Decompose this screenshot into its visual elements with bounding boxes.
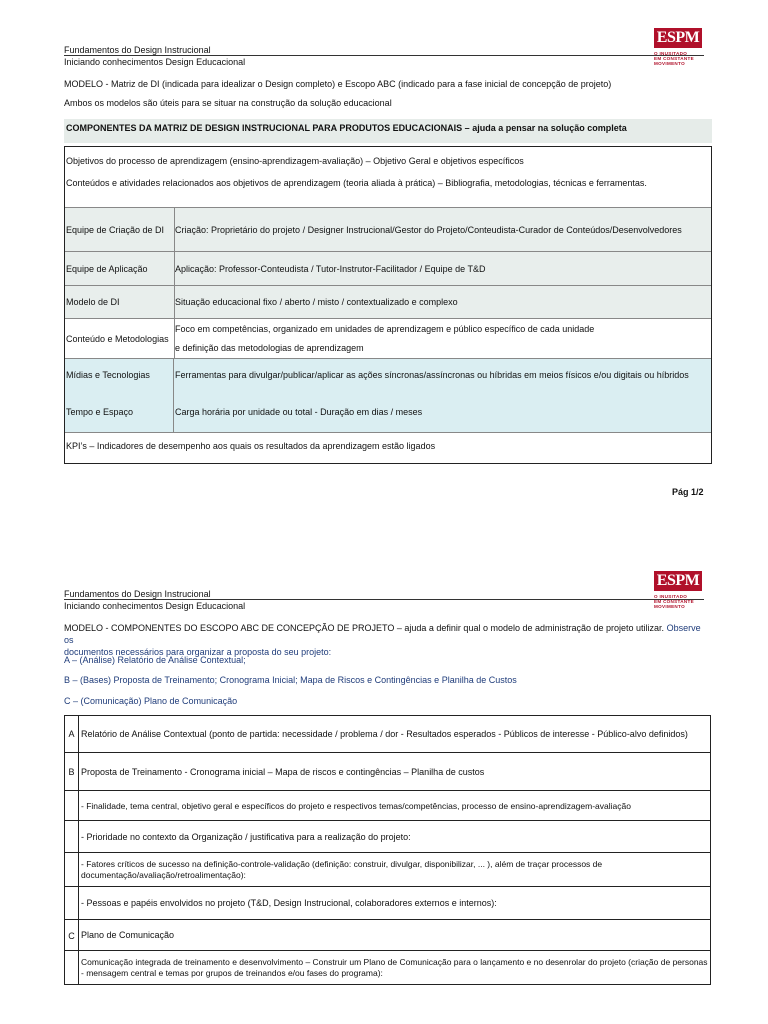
intro-black: MODELO - COMPONENTES DO ESCOPO ABC DE CONCEPÇÃO DE PROJETO – ajuda a definir qual o modelo de administração de projeto utilizar. <box>64 623 665 633</box>
intro-blue-2: documentos necessários para organizar a proposta do seu projeto: <box>64 647 332 657</box>
table-row <box>65 207 711 251</box>
abc-scope-table <box>64 715 711 985</box>
row-key: B <box>65 753 79 791</box>
logo-tagline-2: EM CONSTANTE <box>654 599 695 605</box>
row-text: - Pessoas e papéis envolvidos no projeto (T&D, Design Instrucional, colaboradores externos e internos): <box>81 898 497 908</box>
row-text: Relatório de Análise Contextual (ponto de partida: necessidade / problema / dor - Resultados esperados - Públicos de interesse - Público-alvo definidos) <box>81 728 688 739</box>
row-text: Plano de Comunicação <box>81 930 175 940</box>
logo-text: ESPM <box>654 28 702 48</box>
intro-blue-1: Observe os <box>64 623 701 645</box>
row-value: Carga horária por unidade ou total - Duração em dias / meses <box>175 407 423 417</box>
logo-tagline-3: MOVIMENTO <box>654 604 685 610</box>
row-label: Tempo e Espaço <box>66 407 134 417</box>
table-row <box>65 251 711 285</box>
table-row <box>65 852 710 887</box>
row-label: Equipe de Aplicação <box>65 252 175 285</box>
row-label: Equipe de Criação de DI <box>65 208 175 251</box>
page-number: Pág 1/2 <box>672 487 704 497</box>
logo-tagline-2: EM CONSTANTE <box>654 56 695 62</box>
row-value: Criação: Proprietário do projeto / Designer Instrucional/Gestor do Projeto/Conteudista-Curador de Conteúdos/Desenvolvedores <box>175 224 682 235</box>
row-text: Comunicação integrada de treinamento e desenvolvimento – Construir um Plano de Comunicação para o lançamento e no desenrolar do projeto (criação de personas - mensagem central e temas por grupos de treinandos e/ou fases do programa): <box>81 957 708 978</box>
row-label: Mídias e Tecnologias <box>66 370 150 380</box>
table-row <box>65 318 711 358</box>
row-value: Foco em competências, organizado em unidades de aprendizagem e público específico de cada unidade <box>175 323 595 334</box>
kpi-text: KPI’s – Indicadores de desempenho aos quais os resultados da aprendizagem estão ligados <box>66 441 436 451</box>
page2-header <box>64 589 704 611</box>
row-key <box>65 821 79 853</box>
row-key <box>65 853 79 887</box>
logo-tagline-1: O INUSITADO <box>654 51 688 56</box>
row-key <box>65 791 79 821</box>
table-row <box>65 790 710 821</box>
objectives-block <box>65 147 711 207</box>
row-value: Aplicação: Professor-Conteudista / Tutor-Instrutor-Facilitador / Equipe de T&D <box>175 263 486 274</box>
row-key <box>65 951 79 985</box>
row-label: Conteúdo e Metodologias <box>65 319 175 358</box>
list-item: A – (Análise) Relatório de Análise Contextual; <box>64 655 246 665</box>
row-text: - Finalidade, tema central, objetivo geral e específicos do projeto e respectivos temas/competências, processo de ensino-aprendizagem-avaliação <box>81 800 631 811</box>
header-title-1: Fundamentos do Design Instrucional <box>64 589 211 599</box>
logo-text: ESPM <box>654 571 702 591</box>
logo-tagline-1: O INUSITADO <box>654 594 688 599</box>
row-text: Proposta de Treinamento - Cronograma inicial – Mapa de riscos e contingências – Planilha de custos <box>81 766 485 777</box>
header-title-1: Fundamentos do Design Instrucional <box>64 45 211 55</box>
design-matrix-table <box>64 146 712 464</box>
table-row <box>65 752 710 791</box>
row-key: C <box>65 920 79 951</box>
page1-section-band: COMPONENTES DA MATRIZ DE DESIGN INSTRUCIONAL PARA PRODUTOS EDUCACIONAIS – ajuda a pensar na solução completa <box>64 119 712 143</box>
table-row <box>65 950 710 985</box>
logo-tagline-3: MOVIMENTO <box>654 61 685 67</box>
table-row <box>65 716 710 752</box>
page1-intro-1: MODELO - Matriz de DI (indicada para idealizar o Design completo) e Escopo ABC (indicado para a fase inicial de concepção de projeto) <box>64 79 612 89</box>
table-row <box>65 820 710 853</box>
table-row <box>65 919 710 951</box>
list-item: C – (Comunicação) Plano de Comunicação <box>64 696 238 706</box>
page1-header <box>64 45 704 67</box>
row-text: - Prioridade no contexto da Organização / justificativa para a realização do projeto: <box>81 831 411 842</box>
header-title-2: Iniciando conhecimentos Design Educacional <box>64 599 704 611</box>
page2-intro <box>64 622 710 658</box>
kpi-row <box>65 432 711 463</box>
row-label: Modelo de DI <box>65 286 175 318</box>
row-value-2: e definição das metodologias de aprendizagem <box>175 342 364 353</box>
table-row <box>65 886 710 920</box>
row-key <box>65 887 79 920</box>
table-row <box>65 285 711 318</box>
row-text: - Fatores críticos de sucesso na definição-controle-validação (definição: construir, divulgar, disponibilizar, ... ), além de traçar processos de documentação/avaliação/retroalimentação): <box>81 859 603 880</box>
row-value: Ferramentas para divulgar/publicar/aplicar as ações síncronas/assíncronas ou híbridas em meios físicos e/ou digitais ou híbridos <box>175 370 689 380</box>
objectives-text: Objetivos do processo de aprendizagem (ensino-aprendizagem-avaliação) – Objetivo Geral e objetivos específicos <box>66 156 524 166</box>
media-time-block <box>65 358 711 432</box>
row-value: Situação educacional fixo / aberto / misto / contextualizado e complexo <box>175 297 458 307</box>
list-item: B – (Bases) Proposta de Treinamento; Cronograma Inicial; Mapa de Riscos e Contingências e Planilha de Custos <box>64 675 517 685</box>
row-key: A <box>65 716 79 752</box>
header-title-2: Iniciando conhecimentos Design Educacional <box>64 55 704 67</box>
contents-text: Conteúdos e atividades relacionados aos objetivos de aprendizagem (teoria aliada à prática) – Bibliografia, metodologias, técnicas e ferramentas. <box>66 178 647 188</box>
page1-intro-2: Ambos os modelos são úteis para se situar na construção da solução educacional <box>64 98 392 108</box>
